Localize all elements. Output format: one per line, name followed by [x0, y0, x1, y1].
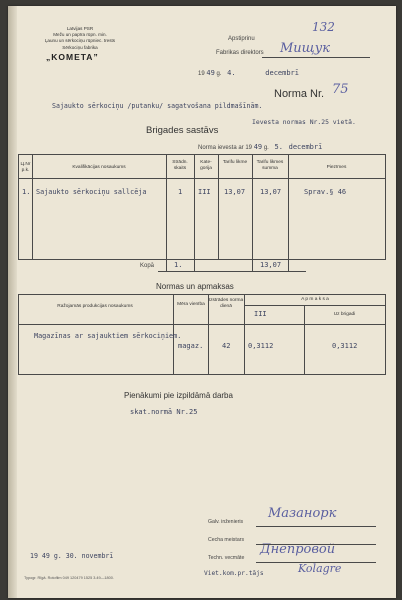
page-number: 132 — [312, 20, 335, 34]
product-price: 0,3112 — [248, 342, 274, 350]
apstiprinu-label: Apstiprinu — [228, 36, 255, 42]
col-header-nr: Ц.Nr p.k. — [20, 162, 31, 173]
row-nr: 1. — [22, 188, 31, 196]
date-year: 49 — [206, 69, 215, 77]
col-header-rate: Tarifu likme — [222, 160, 248, 165]
date-year-prefix: 19 — [198, 71, 205, 77]
total-label: Kopā — [140, 263, 155, 269]
tech-signature: Днепровой — [260, 542, 336, 557]
introduced-label: Norma ievesta ar 19 — [198, 145, 253, 151]
row-notes: Sprav.§ 46 — [304, 188, 347, 196]
row-rate-sum: 13,07 — [260, 188, 282, 196]
product-brigade-price: 0,3112 — [332, 342, 358, 350]
product-name: Magazīnas ar sajauktiem sērkociņiem. — [34, 332, 182, 340]
page-binding — [8, 6, 17, 598]
introduced-g: g. — [263, 145, 269, 151]
master-label: Cecha meistars — [208, 537, 245, 543]
org-line: Latvijas PSR — [66, 26, 94, 31]
product-norm: 42 — [222, 342, 231, 350]
norm-number: 75 — [332, 82, 349, 97]
col-header-category-iii: III — [254, 310, 267, 318]
viet-signature: Kolagre — [298, 562, 342, 575]
row-workers: 1 — [178, 188, 183, 196]
date-sep: g. — [216, 71, 222, 77]
director-label: Fabrikas direktors — [216, 50, 264, 56]
engineer-label: Galv. inženieris — [208, 519, 244, 525]
introduced-year: 49 — [253, 143, 263, 151]
org-line: Mežu un papīra rūpn. min. — [53, 32, 107, 38]
engineer-signature: Мазанорк — [268, 506, 337, 521]
duties-text: skat.normā Nr.25 — [130, 408, 198, 416]
row-category: III — [198, 188, 211, 196]
director-signature-line — [262, 57, 370, 58]
product-unit: magaz. — [178, 342, 204, 350]
col-header-apmaksa: A p m a k s a — [301, 297, 329, 302]
row-qualification: Sajaukto sērkociņu sallcēja — [36, 188, 147, 196]
col-header-per-brigade: Uz brigadi — [333, 312, 356, 317]
introduced-month: decembrī — [288, 143, 323, 151]
col-header-workers: Strādn. skaits — [172, 160, 188, 171]
organization-block — [32, 26, 128, 51]
footer-date: 19 49 g. 30. novembrī — [30, 552, 114, 560]
col-header-category: Kate- gorija — [200, 160, 212, 171]
org-line: Sērkociņu fabrika — [62, 44, 98, 50]
director-signature: Мищук — [280, 41, 331, 56]
norm-subject: Sajaukto sērkociņu /putanku/ sagatvošana pildmašīnām. — [52, 102, 263, 110]
col-header-product: Ražojamās produkcijas nosaukums — [57, 304, 133, 309]
date-day: 4. — [227, 69, 236, 77]
col-header-qualification: Kvalifikācijas nosaukums — [72, 165, 126, 170]
col-header-norm: Izstrādes norma dienā — [208, 298, 244, 309]
duties-title: Pienākumi pie izpildāmā darba — [124, 391, 233, 400]
row-rate: 13,07 — [224, 188, 246, 196]
norm-replaces: Ievesta normas Nr.25 vietā. — [252, 118, 356, 126]
approval-date — [198, 69, 299, 77]
date-month: decembrī — [265, 69, 299, 77]
brand-name: „KOMETA” — [46, 52, 99, 62]
tech-label: Techn. vecmāte — [208, 555, 245, 561]
norms-title: Normas un apmaksas — [156, 282, 234, 291]
viet-label: Viet.kom.pr.tājs — [204, 570, 264, 577]
introduced-day: 5. — [274, 143, 283, 151]
norm-label: Norma Nr. — [274, 88, 325, 100]
col-header-unit: Mēra vienība — [177, 302, 205, 307]
col-header-rate-sum: Tarifu likmes summa — [256, 160, 284, 171]
brigade-title: Brigades sastāvs — [146, 125, 219, 136]
total-rate-sum: 13,07 — [260, 261, 282, 269]
org-line: Ļaunu un sērkociņu rūpniec. trests — [44, 38, 116, 44]
printer-line: Typogr. Rīgā. Rotofilm 049 120479 1525 3.49—1800. — [24, 576, 114, 580]
document-page — [8, 6, 396, 598]
norm-introduced-date — [198, 143, 322, 151]
total-workers: 1. — [174, 261, 183, 269]
col-header-notes: Piezīmes — [326, 165, 347, 170]
